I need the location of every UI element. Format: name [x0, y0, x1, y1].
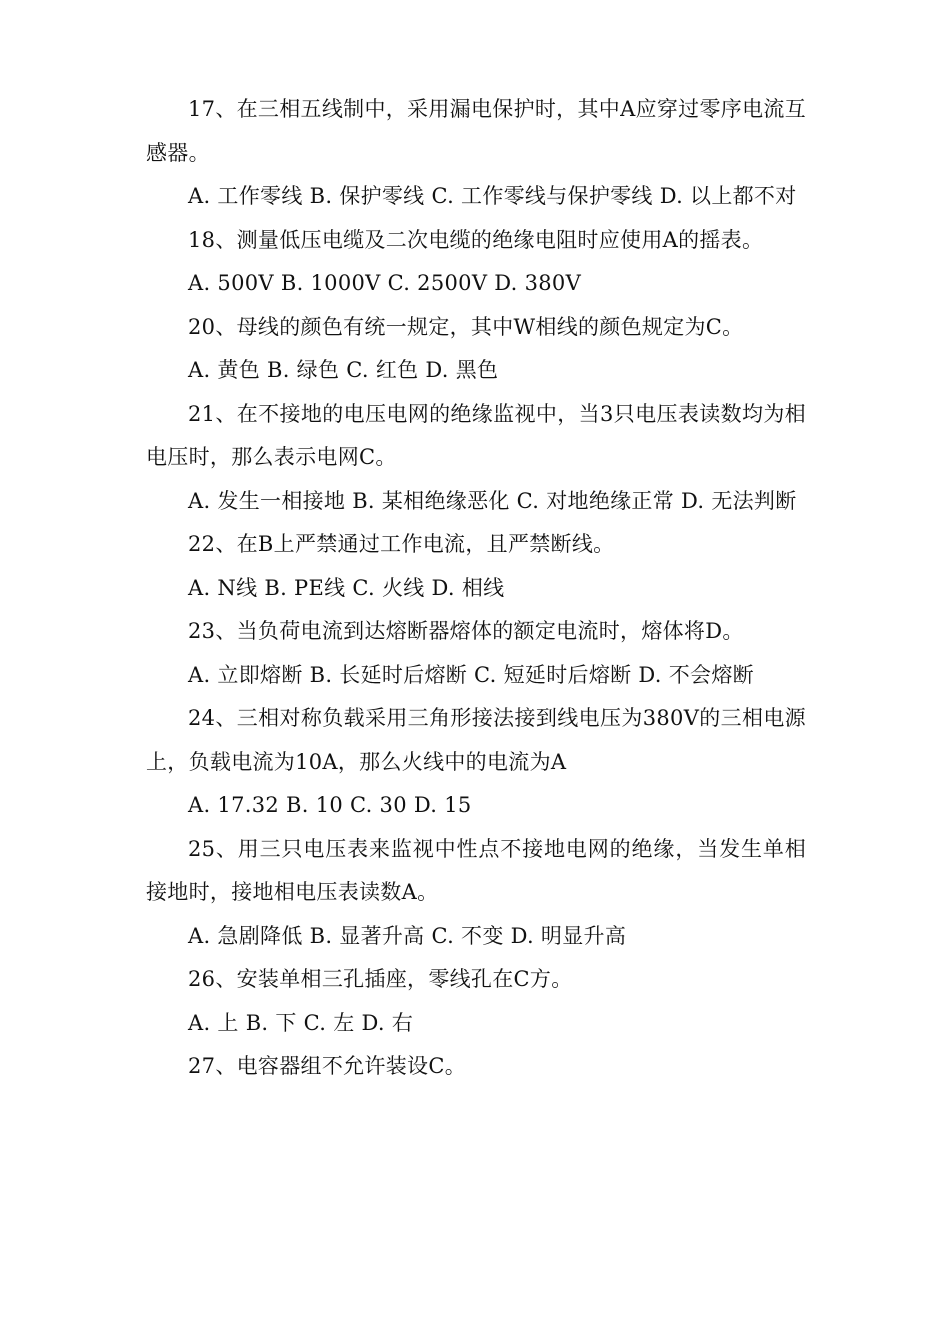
question-17: 17、在三相五线制中，采用漏电保护时，其中A应穿过零序电流互感器。: [146, 97, 806, 165]
question-24: 24、三相对称负载采用三角形接法接到线电压为380V的三相电源上，负载电流为10A，那么火线中的电流为A: [146, 706, 806, 774]
question-20-options: A. 黄色 B. 绿色 C. 红色 D. 黑色: [188, 358, 499, 382]
question-23-options: A. 立即熔断 B. 长延时后熔断 C. 短延时后熔断 D. 不会熔断: [188, 662, 754, 687]
question-20: 20、母线的颜色有统一规定，其中W相线的颜色规定为C。: [188, 314, 744, 339]
question-21-options: A. 发生一相接地 B. 某相绝缘恶化 C. 对地绝缘正常 D. 无法判断: [188, 488, 797, 513]
question-26: 26、安装单相三孔插座，零线孔在C方。: [188, 967, 573, 991]
question-27: 27、电容器组不允许装设C。: [188, 1054, 466, 1078]
question-26-options: A. 上 B. 下 C. 左 D. 右: [188, 1010, 414, 1035]
question-23: 23、当负荷电流到达熔断器熔体的额定电流时，熔体将D。: [188, 619, 744, 643]
question-25: 25、用三只电压表来监视中性点不接地电网的绝缘，当发生单相接地时，接地相电压表读数A。: [146, 836, 806, 904]
question-21: 21、在不接地的电压电网的绝缘监视中，当3只电压表读数均为相电压时，那么表示电网C。: [146, 401, 806, 469]
question-25-options: A. 急剧降低 B. 显著升高 C. 不变 D. 明显升高: [188, 923, 627, 948]
question-18: 18、测量低压电缆及二次电缆的绝缘电阻时应使用A的摇表。: [188, 227, 764, 252]
question-18-options: A. 500V B. 1000V C. 2500V D. 380V: [188, 271, 582, 295]
question-22-options: A. N线 B. PE线 C. 火线 D. 相线: [188, 575, 505, 600]
question-22: 22、在B上严禁通过工作电流，且严禁断线。: [188, 532, 615, 556]
question-24-options: A. 17.32 B. 10 C. 30 D. 15: [188, 793, 472, 817]
question-17-options: A. 工作零线 B. 保护零线 C. 工作零线与保护零线 D. 以上都不对: [188, 184, 797, 208]
document-body: [146, 88, 806, 1089]
